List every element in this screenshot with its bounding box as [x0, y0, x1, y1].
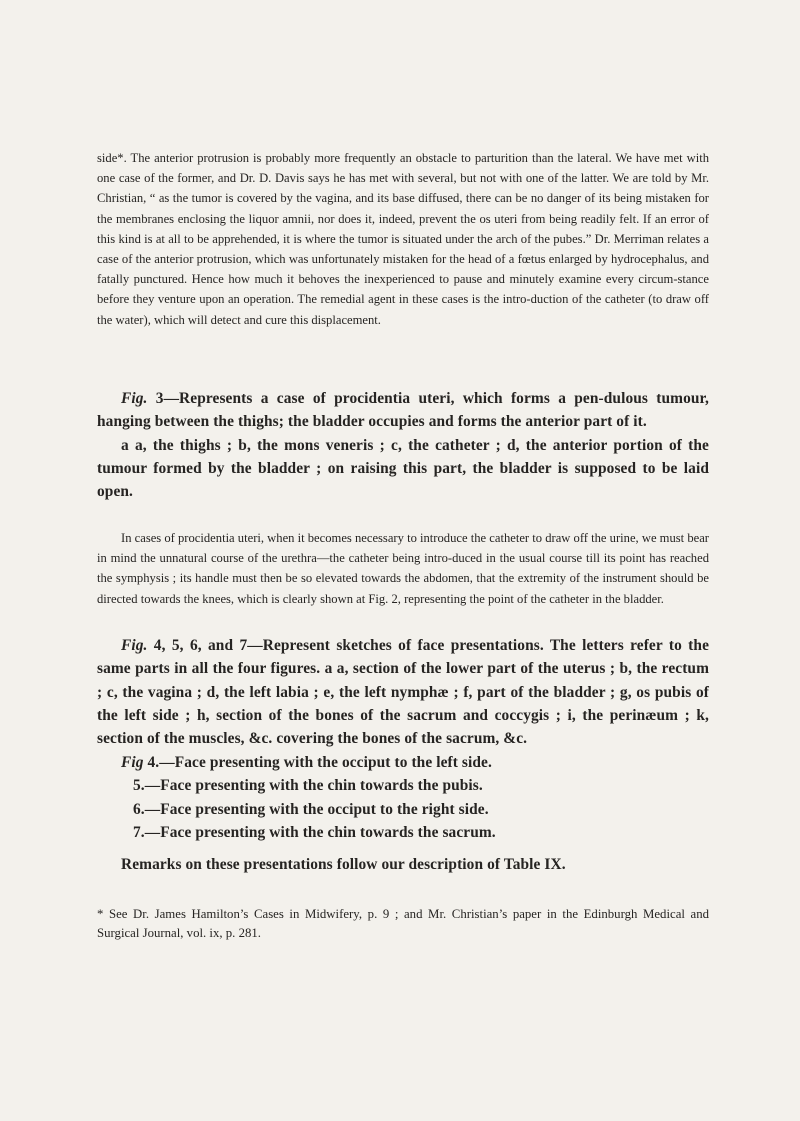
figures-4-7-description — [97, 634, 709, 750]
figure-3-text: 3—Represents a case of procidentia uteri, which forms a pen-dulous tumour, hanging between the thighs; the bladder occupies and forms the anterior part of it. — [97, 390, 709, 431]
figure-label: Fig. — [121, 637, 148, 654]
figure-3-caption — [97, 387, 709, 434]
figure-label: Fig. — [121, 390, 148, 407]
figures-4-7-text: 4, 5, 6, and 7—Represent sketches of face presentations. The letters refer to the same parts in all the four figures. a a, section of the lower part of the uterus ; b, the rectum ; c, the vagina ; d, the left labia ; e, the left nymphæ ; f, part of the bladder ; g, os pubis of the left side ; h, section of the bones of the sacrum and coccygis ; i, the perinæum ; k, section of the muscles, &c. covering the bones of the sacrum, &c. — [97, 637, 709, 748]
footnote — [97, 905, 709, 943]
list-item: 7.—Face presenting with the chin towards the sacrum. — [133, 823, 496, 841]
figure-label: Fig — [121, 754, 144, 771]
list-item — [97, 751, 709, 774]
list-item: 6.—Face presenting with the occiput to the right side. — [133, 800, 489, 818]
remarks-text: Remarks on these presentations follow our description of Table IX. — [121, 856, 566, 873]
list-item-text: 4.—Face presenting with the occiput to the left side. — [143, 754, 492, 771]
remarks — [97, 853, 709, 876]
footnote-text: * See Dr. James Hamilton’s Cases in Midwifery, p. 9 ; and Mr. Christian’s paper in the Edinburgh Medical and Surgical Journal, vol. ix, p. 281. — [97, 907, 709, 940]
paragraph-displacement — [97, 148, 709, 330]
figures-4-7-caption — [97, 634, 709, 750]
paragraph-text: In cases of procidentia uteri, when it becomes necessary to introduce the catheter to draw off the urine, we must bear in mind the unnatural course of the urethra—the catheter being intro-duced in the usual course till its point has reached the symphysis ; its handle must then be so elevated towards the abdomen, that the extremity of the instrument should be directed towards the knees, which is clearly shown at Fig. 2, representing the point of the catheter in the bladder. — [97, 531, 709, 606]
paragraph-catheter — [97, 528, 709, 609]
list-item: 5.—Face presenting with the chin towards the pubis. — [133, 777, 483, 795]
face-presentation-list — [97, 751, 709, 844]
figure-3-description — [97, 387, 709, 503]
paragraph-text: side*. The anterior protrusion is probably more frequently an obstacle to parturition than the lateral. We have met with one case of the former, and Dr. D. Davis says he has met with several, but not with one of the latter. We are told by Mr. Christian, “ as the tumor is covered by the vagina, and its base diffused, there can be no danger of its being mistaken for the membranes enclosing the liquor amnii, nor does it, indeed, prevent the os uteri from being readily felt. If an error of this kind is at all to be apprehended, it is where the tumor is situated under the arch of the pubes.” Dr. Merriman relates a case of the anterior protrusion, which was unfortunately mistaken for the head of a fœtus enlarged by hydrocephalus, and fatally punctured. Hence how much it behoves the inexperienced to pause and minutely examine every circum-stance before they venture upon an operation. The remedial agent in these cases is the intro-duction of the catheter (to draw off the water), which will detect and cure this displacement. — [97, 151, 709, 327]
figure-3-legend: a a, the thighs ; b, the mons veneris ; c, the catheter ; d, the anterior portion of the tumour formed by the bladder ; on raising this part, the bladder is supposed to be laid open. — [97, 436, 709, 501]
